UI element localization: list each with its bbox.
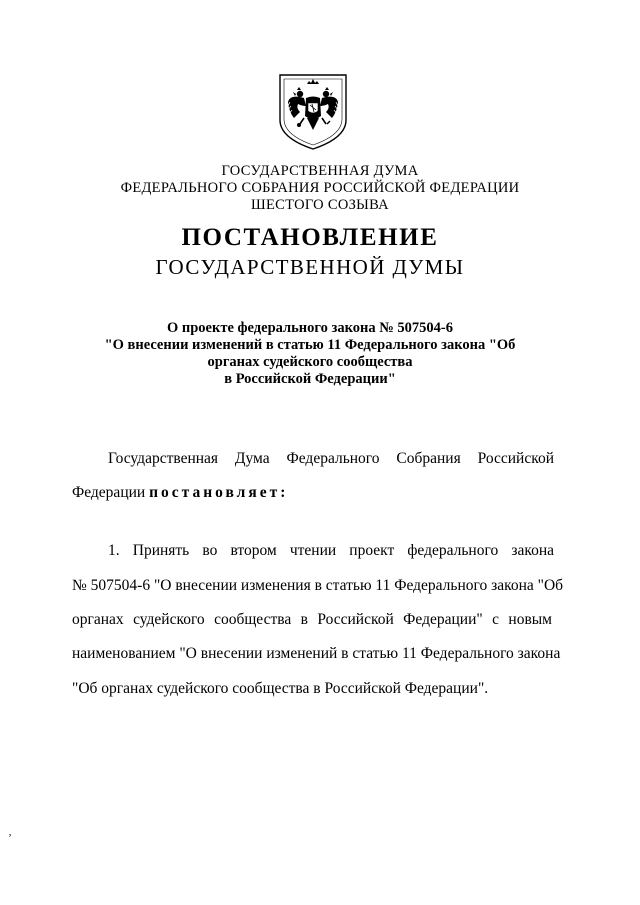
intro-resolves: постановляет:	[149, 484, 289, 501]
document-subtitle: ГОСУДАРСТВЕННОЙ ДУМЫ	[155, 255, 465, 279]
bill-title-line-3: органах судейского сообщества	[207, 354, 413, 370]
clause-1-line-4: наименованием "О внесении изменений в статью 11 Федерального закона	[72, 645, 561, 662]
bill-title-line-2: "О внесении изменений в статью 11 Федерального закона "Об	[104, 337, 516, 353]
clause-1-line-3: органах судейского сообщества в Российской Федерации" с новым	[72, 611, 552, 628]
bill-title-line-4: в Российской Федерации"	[224, 371, 396, 387]
clause-1-line-5: "Об органах судейского сообщества в Российской Федерации".	[72, 680, 489, 697]
state-emblem-icon	[276, 72, 350, 152]
header-line-1: ГОСУДАРСТВЕННАЯ ДУМА	[221, 163, 419, 179]
bill-title-line-1: О проекте федерального закона № 507504-6	[166, 320, 454, 336]
document-title: ПОСТАНОВЛЕНИЕ	[181, 224, 439, 251]
intro-federation: Федерации	[72, 484, 146, 501]
bill-title	[0, 320, 620, 388]
header-line-2: ФЕДЕРАЛЬНОГО СОБРАНИЯ РОССИЙСКОЙ ФЕДЕРАЦИИ	[120, 180, 520, 196]
clause-1-line-2: № 507504-6 "О внесении изменения в статью 11 Федерального закона "Об	[72, 577, 564, 594]
clause-1-line-1: 1. Принять во втором чтении проект федерального закона	[108, 542, 554, 559]
intro-line-2	[72, 484, 552, 502]
intro-line-1: Государственная Дума Федерального Собрания Российской	[108, 450, 554, 467]
margin-mark: ‚	[8, 824, 12, 838]
header-line-3: ШЕСТОГО СОЗЫВА	[251, 197, 389, 213]
